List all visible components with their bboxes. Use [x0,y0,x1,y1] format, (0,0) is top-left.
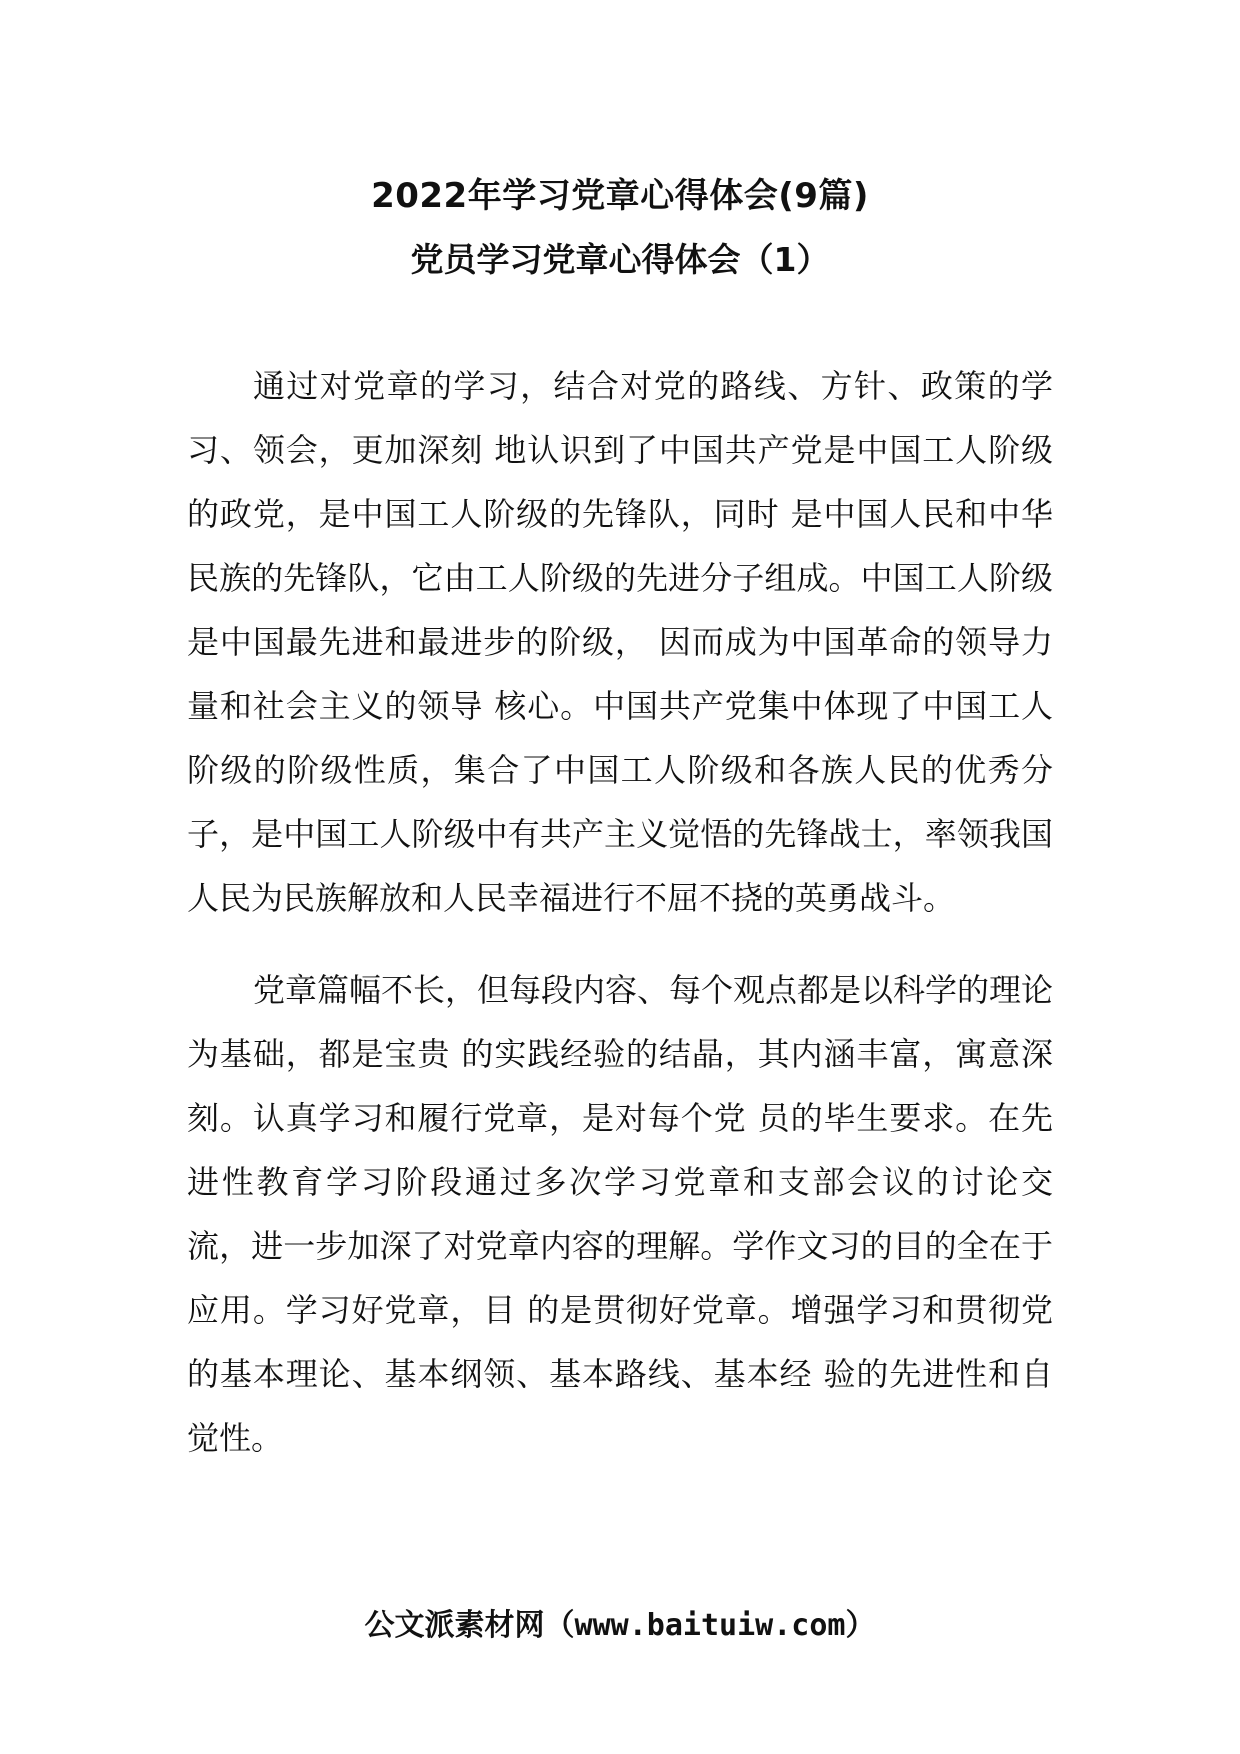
footer-close-paren: ） [845,1608,876,1643]
paragraph-1: 通过对党章的学习，结合对党的路线、方针、政策的学习、领会，更加深刻 地认识到了中国共产党是中国工人阶级的政党，是中国工人阶级的先锋队，同时 是中国人民和中华民族的先锋队，它由工人阶级的先进分子组成。中国工人阶级 是中国最先进和最进步的阶级， 因而成为中国革命的领导力量和社会主义的领导 核心。中国共产党集中体现了中国工人阶级的阶级性质，集合了中国工人阶级和各族人民的优秀分子，是中国工人阶级中有共产主义觉悟的先锋战士，率领我国 人民为民族解放和人民幸福进行不屈不挠的英勇战斗。 [187,367,1053,917]
paragraph-2: 党章篇幅不长，但每段内容、每个观点都是以科学的理论为基础，都是宝贵 的实践经验的结晶，其内涵丰富，寓意深刻。认真学习和履行党章，是对每个党 员的毕生要求。在先进性教育学习阶段通过多次学习党章和支部会议的讨论交 流，进一步加深了对党章内容的理解。学作文习的目的全在于应用。学习好党章，目 的是贯彻好党章。增强学习和贯彻党的基本理论、基本纲领、基本路线、基本经 验的先进性和自觉性。 [187,971,1054,1457]
section-title: 党员学习党章心得体会（1） [410,240,830,279]
document-title: 2022年学习党章心得体会(9篇) [371,176,869,216]
footer-url: www.baituiw.com [574,1608,846,1643]
footer-open-paren: （ [544,1608,575,1643]
document-body [187,354,1053,1470]
footer-source [0,1604,1240,1648]
footer-site-name: 公文派素材网 [364,1608,545,1643]
